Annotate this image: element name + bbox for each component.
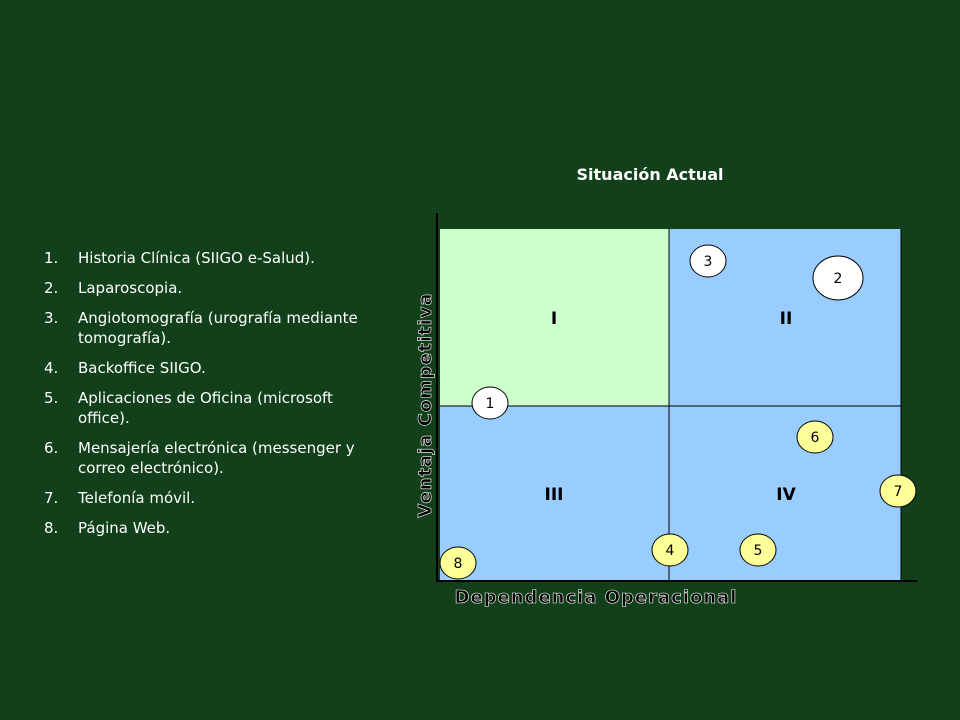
marker-8-label: 8 bbox=[453, 556, 463, 572]
marker-7 bbox=[880, 475, 916, 507]
list-item-text: Angiotomografía (urografía mediante tomografía). bbox=[78, 309, 358, 347]
list-item-text: Telefonía móvil. bbox=[78, 489, 196, 507]
marker-2-label: 2 bbox=[833, 271, 843, 287]
list-item-text: Mensajería electrónica (messenger y correo electrónico). bbox=[78, 439, 355, 477]
marker-1-label: 1 bbox=[485, 396, 495, 412]
list-item-text: Backoffice SIIGO. bbox=[78, 359, 206, 377]
x-axis-label: Dependencia Operacional bbox=[454, 587, 738, 608]
list-item-number: 1. bbox=[44, 249, 59, 267]
list-item-number: 8. bbox=[44, 519, 59, 537]
slide-title: Situación Actual bbox=[576, 165, 724, 184]
marker-4 bbox=[652, 534, 688, 566]
marker-6 bbox=[797, 421, 833, 453]
marker-5 bbox=[740, 534, 776, 566]
list-item-number: 3. bbox=[44, 309, 59, 327]
y-axis-label: Ventaja Competitiva bbox=[415, 292, 436, 518]
list-item-number: 7. bbox=[44, 489, 59, 507]
list-item-text: Página Web. bbox=[78, 519, 171, 537]
marker-5-label: 5 bbox=[753, 543, 763, 559]
marker-3 bbox=[690, 245, 726, 277]
list-item-number: 4. bbox=[44, 359, 59, 377]
list-item-text: Laparoscopia. bbox=[78, 279, 183, 297]
marker-3-label: 3 bbox=[703, 254, 713, 270]
list-item-number: 6. bbox=[44, 439, 59, 457]
marker-7-label: 7 bbox=[893, 484, 903, 500]
list-item-text: Historia Clínica (SIIGO e-Salud). bbox=[78, 249, 315, 267]
quadrant-label-III: III bbox=[544, 485, 564, 505]
list-item-text: Aplicaciones de Oficina (microsoft office). bbox=[78, 389, 333, 427]
quadrant-label-IV: IV bbox=[776, 485, 796, 505]
quadrant-label-II: II bbox=[779, 309, 793, 329]
list-item-number: 5. bbox=[44, 389, 59, 407]
list-item-number: 2. bbox=[44, 279, 59, 297]
quadrant-label-I: I bbox=[550, 309, 558, 329]
marker-2 bbox=[813, 256, 863, 300]
marker-8 bbox=[440, 547, 476, 579]
marker-6-label: 6 bbox=[810, 430, 820, 446]
marker-1 bbox=[472, 387, 508, 419]
marker-4-label: 4 bbox=[665, 543, 675, 559]
